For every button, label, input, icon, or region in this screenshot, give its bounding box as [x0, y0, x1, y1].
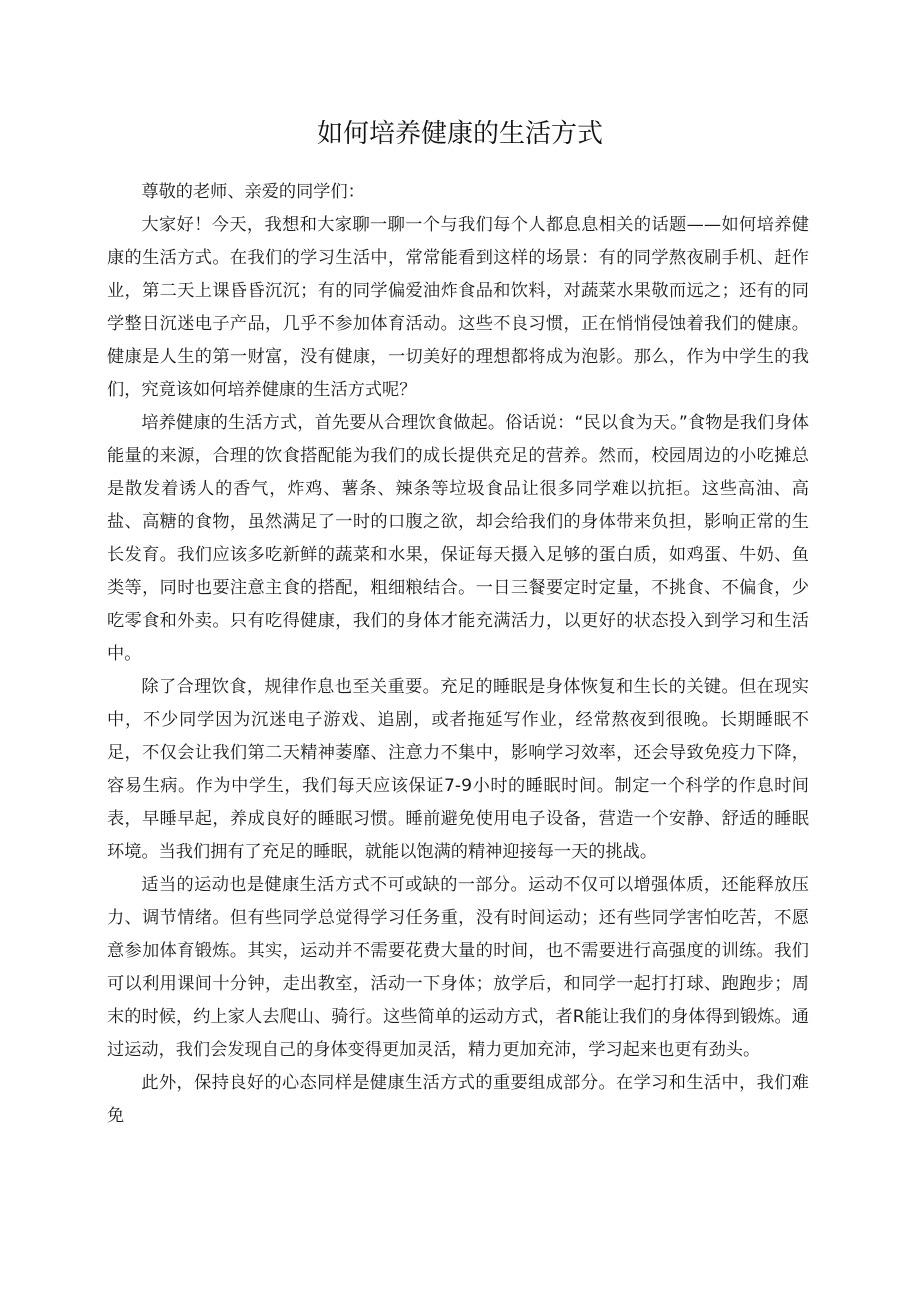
paragraph-intro: 大家好！今天，我想和大家聊一聊一个与我们每个人都息息相关的话题——如何培养健康的生活方式。在我们的学习生活中，常常能看到这样的场景：有的同学熬夜刷手机、赶作业，第二天上课昏昏沉沉；有的同学偏爱油炸食品和饮料，对蔬菜水果敬而远之；还有的同学整日沉迷电子产品，几乎不参加体育活动。这些不良习惯，正在悄悄侵蚀着我们的健康。健康是人生的第一财富，没有健康，一切美好的理想都将成为泡影。那么，作为中学生的我们，究竟该如何培养健康的生活方式呢？	[107, 215, 809, 400]
paragraph-mindset: 此外，保持良好的心态同样是健康生活方式的重要组成部分。在学习和生活中，我们难免	[107, 1073, 809, 1126]
paragraph-sleep: 除了合理饮食，规律作息也至关重要。充足的睡眠是身体恢复和生长的关键。但在现实中，不少同学因为沉迷电子游戏、追剧，或者拖延写作业，经常熬夜到很晚。长期睡眠不足，不仅会让我们第二天精神萎靡、注意力不集中，影响学习效率，还会导致免疫力下降，容易生病。作为中学生，我们每天应该保证7-9小时的睡眠时间。制定一个科学的作息时间表，早睡早起，养成良好的睡眠习惯。睡前避免使用电子设备，营造一个安静、舒适的睡眠环境。当我们拥有了充足的睡眠，就能以饱满的精神迎接每一天的挑战。	[107, 677, 809, 862]
paragraph-diet: 培养健康的生活方式，首先要从合理饮食做起。俗话说：“民以食为天。”食物是我们身体能量的来源，合理的饮食搭配能为我们的成长提供充足的营养。然而，校园周边的小吃摊总是散发着诱人的香气，炸鸡、薯条、辣条等垃圾食品让很多同学难以抗拒。这些高油、高盐、高糖的食物，虽然满足了一时的口腹之欲，却会给我们的身体带来负担，影响正常的生长发育。我们应该多吃新鲜的蔬菜和水果，保证每天摄入足够的蛋白质，如鸡蛋、牛奶、鱼类等，同时也要注意主食的搭配，粗细粮结合。一日三餐要定时定量，不挑食、不偏食，少吃零食和外卖。只有吃得健康，我们的身体才能充满活力，以更好的状态投入到学习和生活中。	[107, 413, 809, 664]
document-title: 如何培养健康的生活方式	[316, 119, 603, 149]
document-body	[107, 176, 809, 1133]
salutation: 尊敬的老师、亲爱的同学们：	[141, 182, 365, 202]
paragraph-exercise: 适当的运动也是健康生活方式不可或缺的一部分。运动不仅可以增强体质，还能释放压力、调节情绪。但有些同学总觉得学习任务重，没有时间运动；还有些同学害怕吃苦，不愿意参加体育锻炼。其实，运动并不需要花费大量的时间，也不需要进行高强度的训练。我们可以利用课间十分钟，走出教室，活动一下身体；放学后，和同学一起打打球、跑跑步；周末的时候，约上家人去爬山、骑行。这些简单的运动方式，者R能让我们的身体得到锻炼。通过运动，我们会发现自己的身体变得更加灵活，精力更加充沛，学习起来也更有劲头。	[107, 875, 809, 1060]
